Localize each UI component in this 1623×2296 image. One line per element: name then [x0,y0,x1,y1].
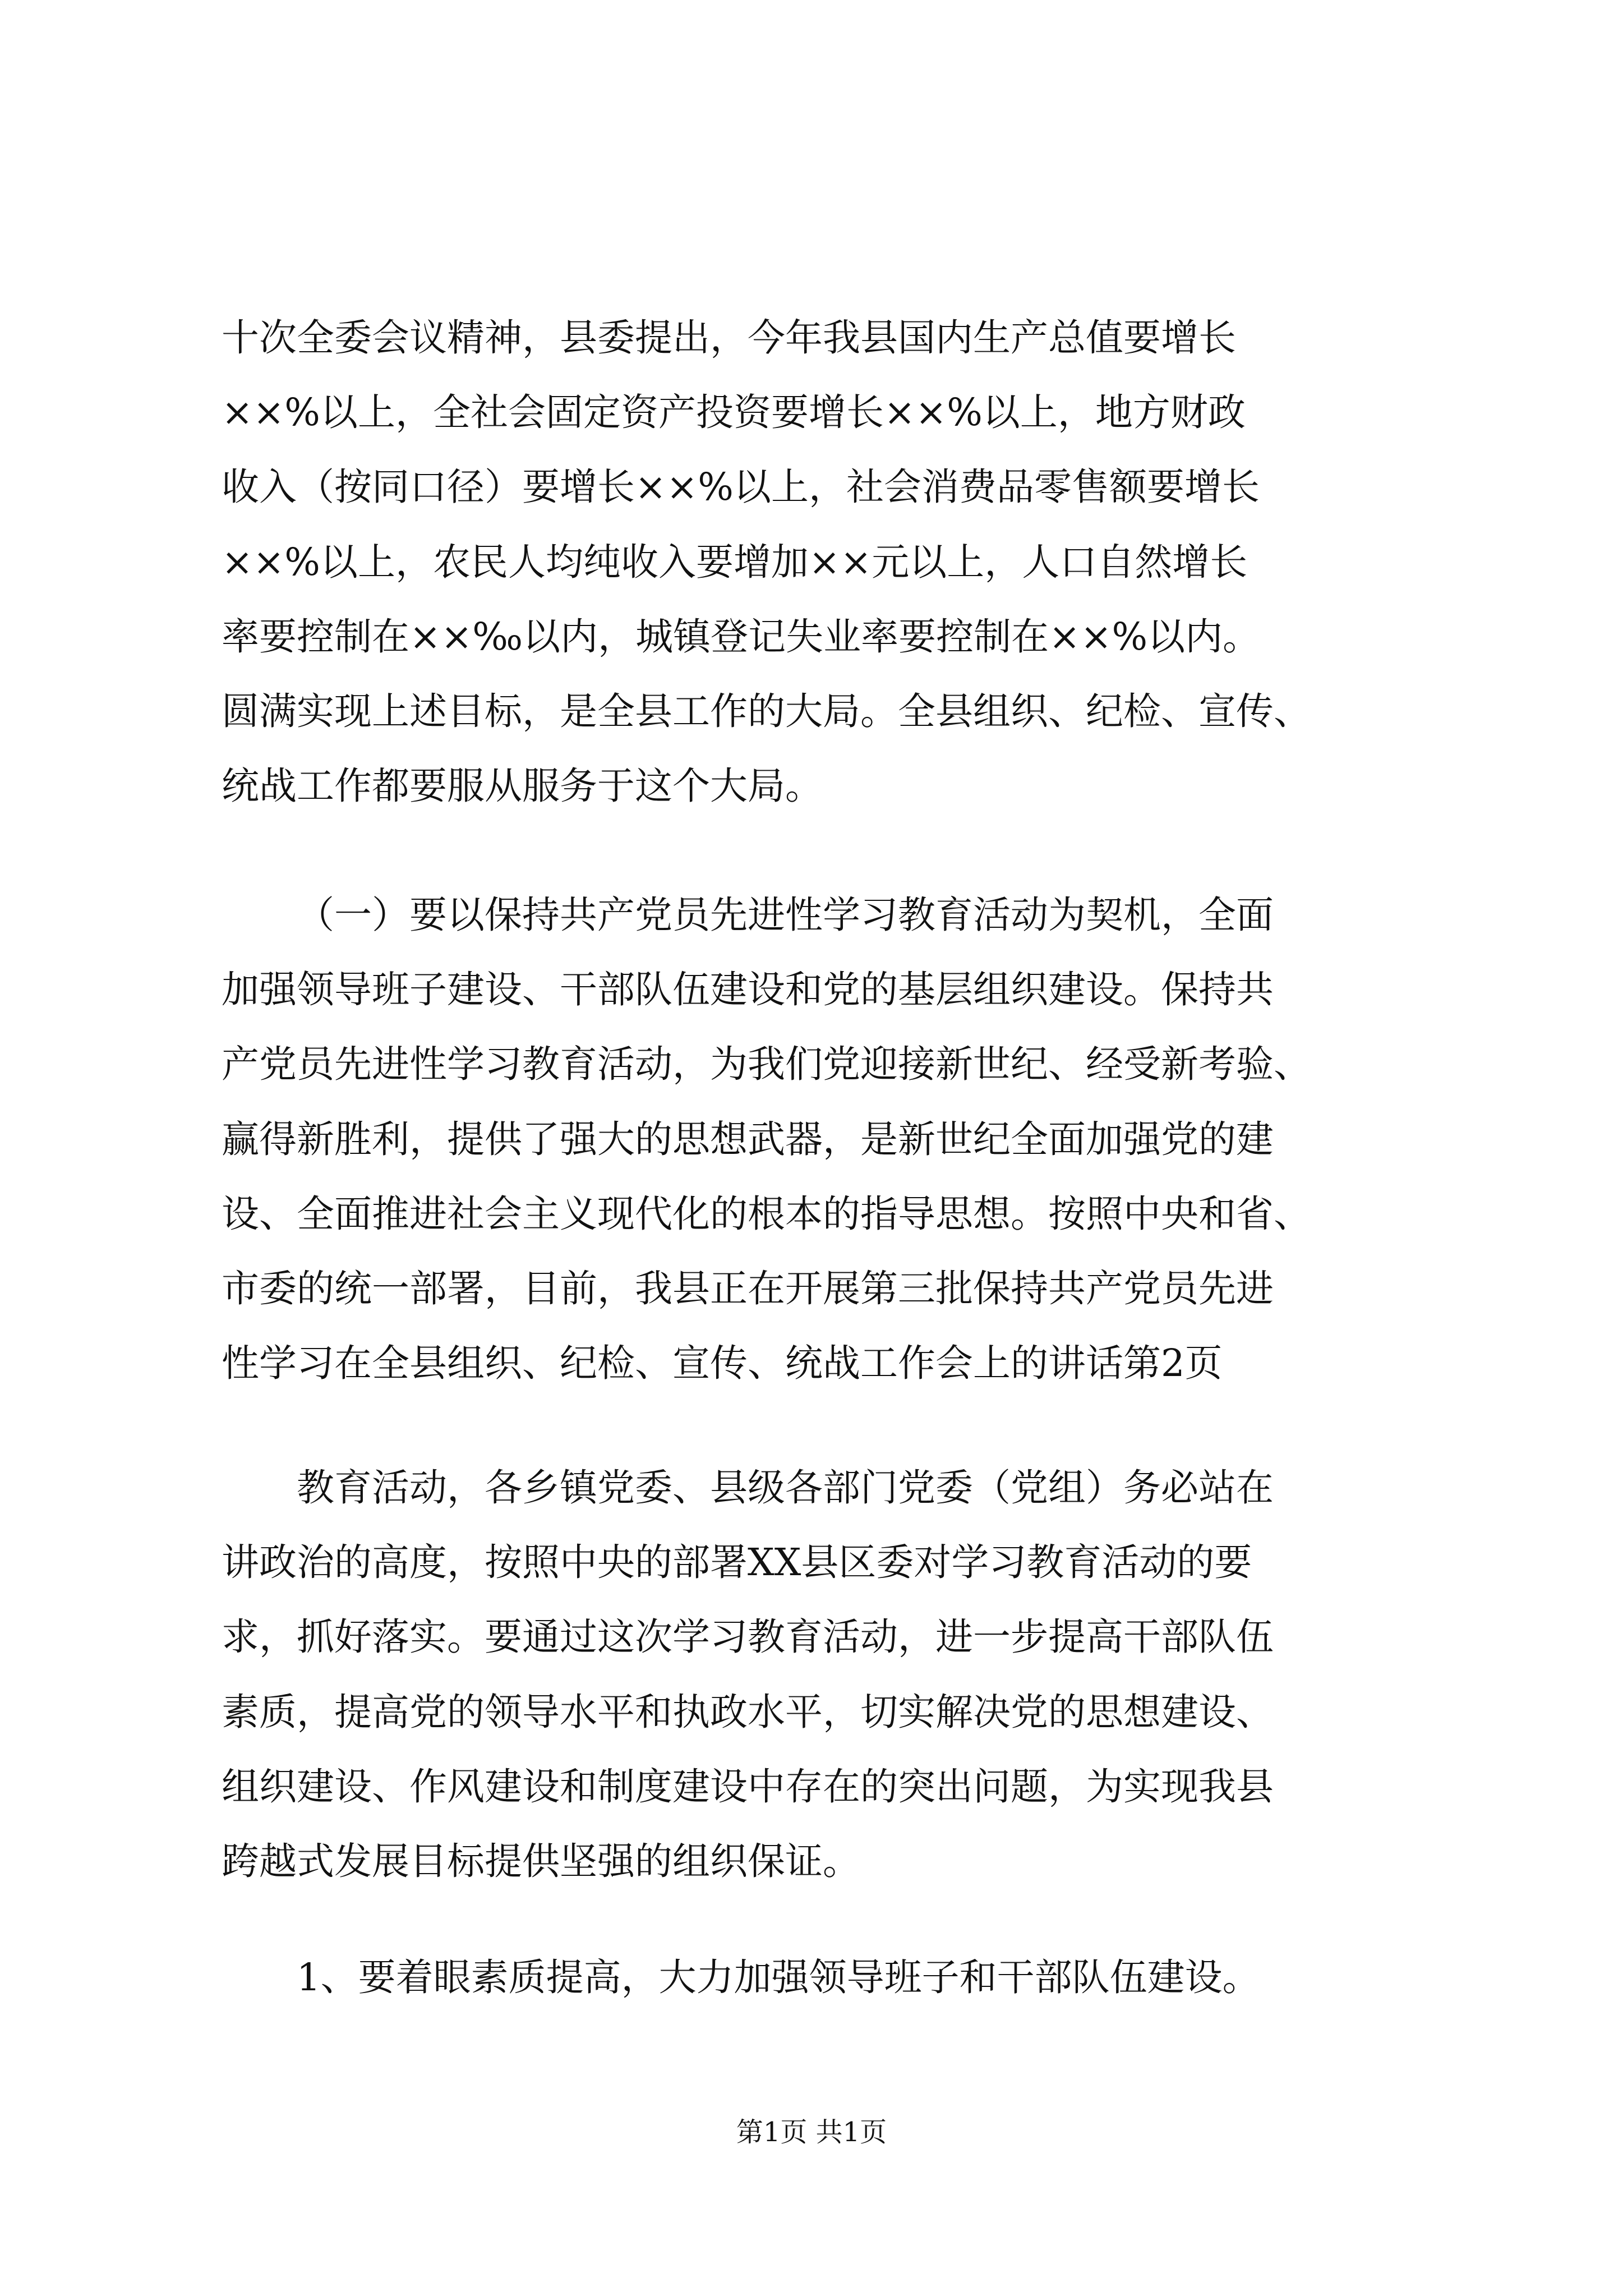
text-line: 求，抓好落实。要通过这次学习教育活动，进一步提高干部队伍 [222,1615,1274,1659]
paragraph-2 [222,878,1405,1401]
paragraph-3 [222,1451,1405,1899]
text-line-indented: （一）要以保持共产党员先进性学习教育活动为契机，全面 [297,893,1274,937]
text-line: 加强领导班子建设、干部队伍建设和党的基层组织建设。保持共 [222,968,1274,1012]
text-line: 圆满实现上述目标，是全县工作的大局。全县组织、纪检、宣传、 [222,689,1311,733]
text-line: 组织建设、作风建设和制度建设中存在的突出问题，为实现我县 [222,1764,1274,1809]
page-footer: 第1页 共1页 [736,2116,887,2148]
text-line: 讲政治的高度，按照中央的部署XX县区委对学习教育活动的要 [222,1540,1252,1585]
text-line: 率要控制在××‰以内，城镇登记失业率要控制在××%以内。 [222,614,1261,659]
text-line: 市委的统一部署，目前，我县正在开展第三批保持共产党员先进 [222,1266,1274,1310]
text-line: 性学习在全县组织、纪检、宣传、统战工作会上的讲话第2页 [222,1341,1223,1386]
text-line: 素质，提高党的领导水平和执政水平，切实解决党的思想建设、 [222,1690,1274,1734]
text-line: 十次全委会议精神，县委提出，今年我县国内生产总值要增长 [222,316,1236,360]
paragraph-4 [222,1940,1405,2015]
text-line: 统战工作都要服从服务于这个大局。 [222,764,823,808]
text-line: ××%以上，农民人均纯收入要增加××元以上，人口自然增长 [222,540,1248,584]
text-line: ××%以上，全社会固定资产投资要增长××%以上，地方财政 [222,390,1246,435]
paragraph-1 [222,301,1405,823]
text-line: 产党员先进性学习教育活动，为我们党迎接新世纪、经受新考验、 [222,1042,1311,1087]
text-line-indented: 教育活动，各乡镇党委、县级各部门党委（党组）务必站在 [297,1466,1274,1510]
text-line-indented: 1、要着眼素质提高，大力加强领导班子和干部队伍建设。 [297,1955,1260,1999]
text-line: 收入（按同口径）要增长××%以上，社会消费品零售额要增长 [222,465,1260,509]
text-line: 跨越式发展目标提供坚强的组织保证。 [222,1839,860,1883]
text-line: 赢得新胜利，提供了强大的思想武器，是新世纪全面加强党的建 [222,1117,1274,1161]
text-line: 设、全面推进社会主义现代化的根本的指导思想。按照中央和省、 [222,1191,1311,1236]
